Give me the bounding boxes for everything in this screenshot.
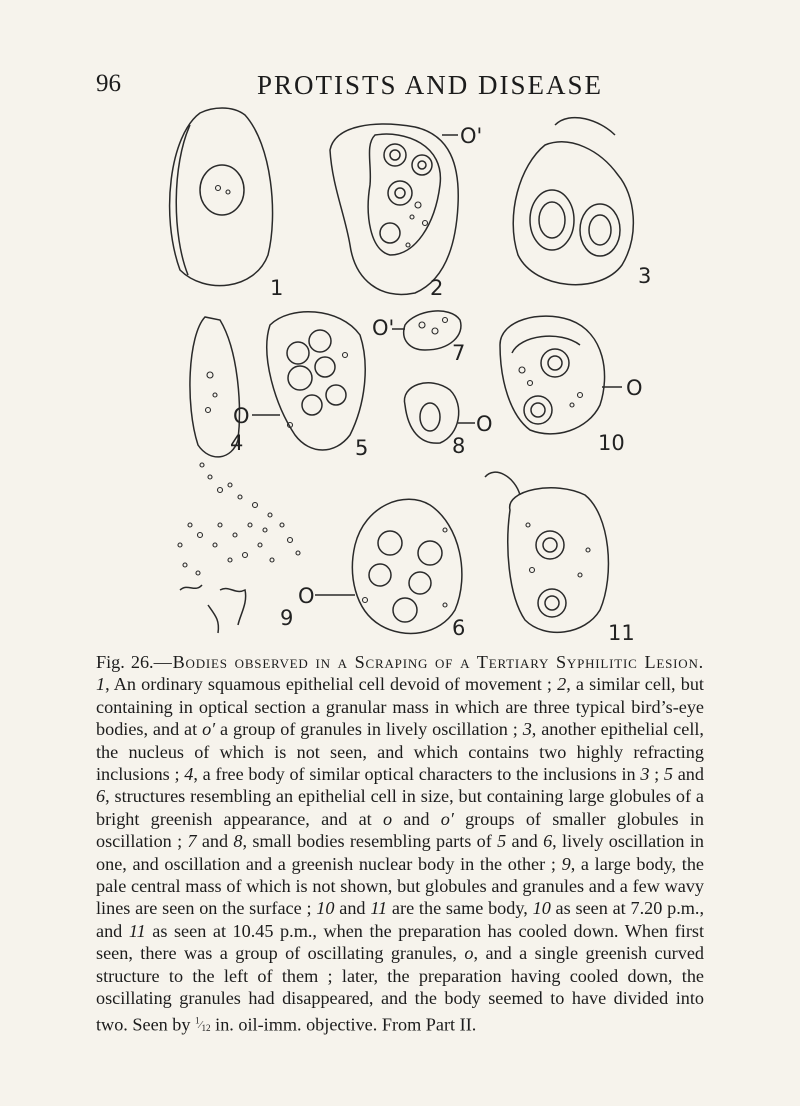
label-fig-11: 11: [608, 621, 635, 645]
fraction-denominator: 12: [201, 1023, 211, 1034]
label-o-fig-10: O: [626, 376, 643, 400]
caption-text: and: [334, 898, 371, 919]
figure-10-body-7-20pm: [500, 316, 643, 455]
caption-heading: —Bodies observed in a Scraping of a Tertiary Syphilitic Lesion.: [153, 652, 705, 672]
figure-7-small-body: [372, 311, 465, 365]
caption-text: , a free body of similar optical characters to the inclusions in: [193, 764, 641, 785]
figure-8-small-body: [404, 383, 492, 458]
caption-text: , another epithelial cell, the nucleus of which is not seen, and which contains two highly refracting inclusions ;: [96, 719, 704, 785]
caption-fig-ref: 3: [640, 764, 650, 785]
label-o-fig-6: O: [298, 584, 315, 608]
caption-fig-ref: o: [382, 808, 393, 829]
caption-text: are the same body,: [387, 898, 533, 919]
caption-fig-ref: 2: [557, 674, 567, 695]
page-number: 96: [96, 70, 121, 97]
figure-1-epithelial-cell: [170, 108, 284, 300]
caption-text: and: [392, 808, 441, 829]
caption-text: , small bodies resembling parts of: [242, 831, 498, 852]
label-fig-3: 3: [638, 264, 652, 288]
caption-fig-ref: 4: [184, 764, 194, 785]
figure-plate: [160, 105, 660, 650]
caption-text: , An ordinary squamous epithelial cell devoid of movement ;: [105, 674, 558, 695]
caption-fig-ref: o′: [440, 808, 454, 829]
caption-text: a group of granules in lively oscillation ;: [215, 719, 523, 740]
caption-fig-ref: 3: [522, 719, 532, 740]
label-fig-4: 4: [230, 431, 244, 455]
caption-fig-ref: 11: [370, 898, 388, 919]
running-title: PROTISTS AND DISEASE: [257, 70, 604, 100]
figure-6-globule-structure: [298, 499, 465, 640]
caption-text: , a large body, the pale central mass of which is not shown, but globules and granules and a few wavy lines are seen on the surface ;: [96, 853, 704, 919]
caption-text: groups of smaller globules in oscillation ;: [96, 808, 704, 852]
label-fig-9: 9: [280, 606, 294, 630]
figure-4-free-body: [190, 317, 243, 457]
caption-fig-ref: 10: [316, 898, 335, 919]
caption-text: as seen at 7.20 p.m., and: [96, 898, 704, 941]
label-o-fig-8: O: [476, 412, 493, 436]
caption-text: ;: [649, 764, 664, 785]
caption-text: , lively oscillation in one, and oscillation and a greenish nuclear body in the other ;: [96, 831, 704, 874]
label-fig-2: 2: [430, 276, 444, 300]
label-fig-6: 6: [452, 616, 466, 640]
figure-caption: [96, 651, 704, 1040]
caption-text: and: [506, 831, 544, 852]
caption-text: , structures resembling an epithelial cell in size, but containing large globules of a bright greenish appearance, and at: [96, 786, 704, 829]
figure-9-large-body: [178, 463, 300, 633]
label-o-fig-5: O: [233, 404, 250, 428]
caption-fig-ref: 10: [532, 898, 551, 919]
figure-5-globule-structure: [233, 312, 368, 460]
page-header: [0, 70, 800, 110]
figure-3-refracting-inclusions: [513, 118, 651, 288]
caption-fig-label: Fig. 26.: [96, 652, 154, 672]
caption-text: , and a single greenish curved structure to the left of them ; later, the preparation having cooled down, the oscillating granules had disappeared, and the body seemed to have divided into two. Seen by: [96, 943, 704, 1035]
caption-fig-ref: 9: [561, 853, 571, 874]
caption-tail: in. oil-imm. objective. From Part II.: [210, 1014, 477, 1035]
caption-text: , a similar cell, but containing in optical section a granular mass in which are three typical bird’s-eye bodies, and at: [96, 674, 704, 740]
caption-fig-ref: 6: [543, 831, 553, 852]
caption-fig-ref: 7: [187, 831, 197, 852]
label-fig-8: 8: [452, 434, 466, 458]
caption-fraction: $^1⁄_{12}$: [195, 1015, 211, 1034]
label-fig-7: 7: [452, 341, 466, 365]
label-fig-1: 1: [270, 276, 284, 300]
caption-fig-ref: 1: [96, 674, 106, 695]
caption-fig-ref: 8: [233, 831, 243, 852]
caption-text: as seen at 10.45 p.m., when the preparation has cooled down. When first seen, there was a group of oscillating granules,: [96, 920, 705, 964]
figure-2-granular-cell: [330, 124, 482, 300]
caption-body: [96, 674, 704, 1034]
figure-11-body-10-45pm: [485, 472, 635, 645]
fraction-numerator: 1: [195, 1015, 200, 1026]
caption-fig-ref: o′: [202, 719, 216, 740]
caption-text: and: [673, 764, 704, 785]
label-o-prime-fig-5: O': [372, 316, 395, 340]
label-o-prime-fig-2: O': [460, 124, 483, 148]
caption-fig-ref: 11: [128, 920, 146, 941]
caption-fig-ref: 5: [497, 831, 507, 852]
caption-fig-ref: o: [464, 943, 474, 964]
caption-text: and: [196, 831, 234, 852]
caption-fig-ref: 5: [663, 764, 674, 785]
caption-fig-ref: 6: [96, 786, 106, 807]
label-fig-10: 10: [598, 431, 625, 455]
label-fig-5: 5: [355, 436, 369, 460]
figure-drawing: [160, 105, 660, 650]
